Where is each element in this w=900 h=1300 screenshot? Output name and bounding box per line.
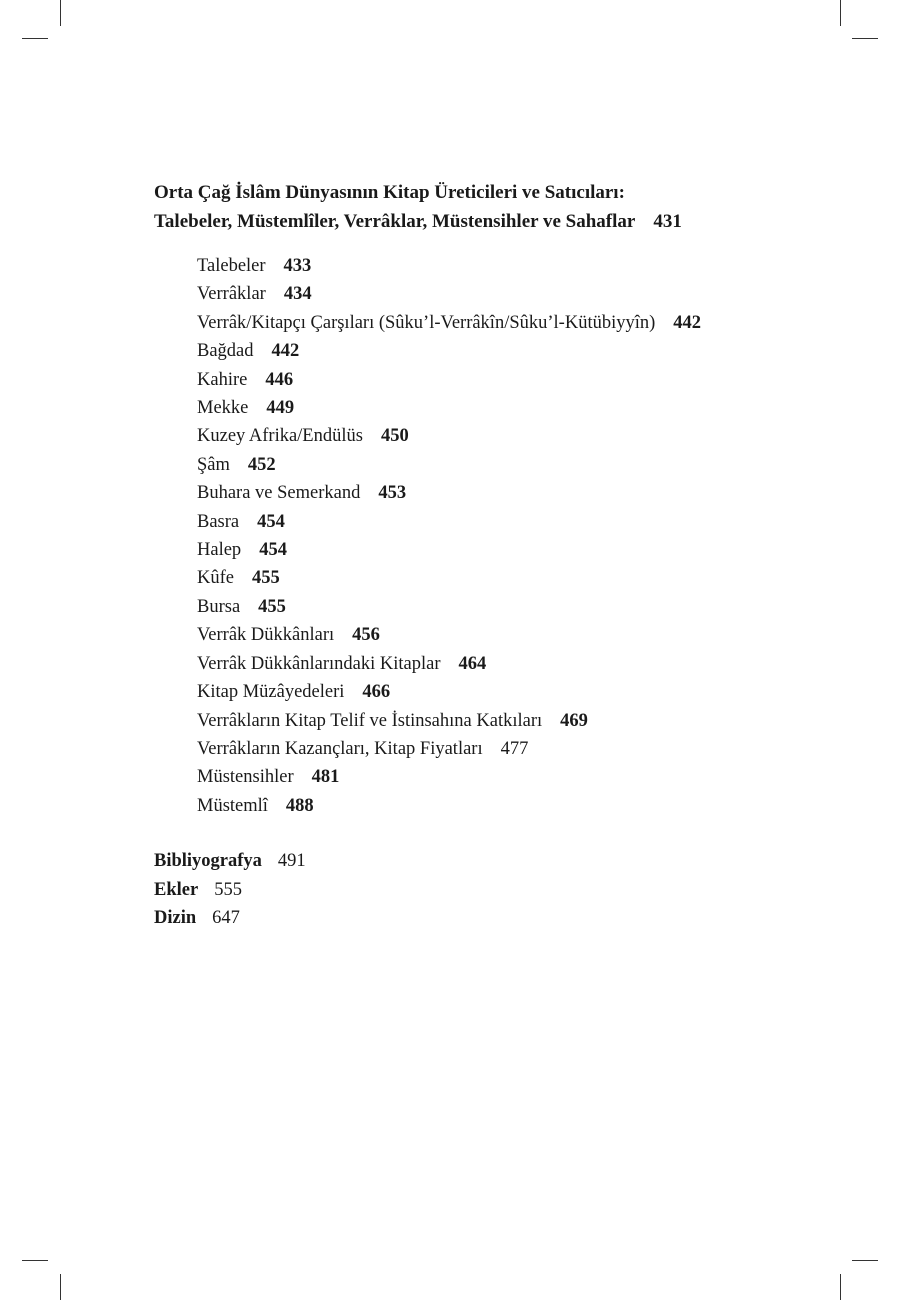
table-of-contents <box>154 179 854 948</box>
entry-page: 454 <box>259 540 287 561</box>
entry-page: 433 <box>283 256 312 276</box>
toc-entry[interactable] <box>197 763 854 791</box>
entry-label: Basra <box>197 511 240 532</box>
toc-entry[interactable] <box>197 309 854 337</box>
chapter-title-line1: Orta Çağ İslâm Dünyasının Kitap Üreticileri ve Satıcıları: <box>154 182 625 203</box>
entry-page: 466 <box>362 682 391 703</box>
entry-label: Ekler <box>154 879 199 900</box>
toc-entry[interactable] <box>197 508 854 536</box>
entry-label: Verrâk Dükkânları <box>197 625 335 646</box>
toc-entry[interactable] <box>197 593 854 621</box>
entry-page: 446 <box>265 369 294 390</box>
entry-page: 491 <box>277 851 306 872</box>
toc-entry[interactable] <box>197 536 854 564</box>
entry-label: Bağdad <box>197 341 254 362</box>
entry-page: 481 <box>311 767 340 788</box>
entry-label: Kitap Müzâyedeleri <box>197 682 345 703</box>
toc-entry[interactable] <box>197 479 854 507</box>
entry-label: Buhara ve Semerkand <box>197 483 361 504</box>
entry-page: 449 <box>266 398 295 419</box>
section-list <box>197 252 854 820</box>
entry-label: Kahire <box>197 369 248 390</box>
toc-entry[interactable] <box>197 678 854 706</box>
entry-page: 477 <box>500 738 529 759</box>
entry-page: 442 <box>271 341 300 362</box>
crop-mark <box>852 1260 878 1261</box>
entry-label: Kûfe <box>197 568 234 589</box>
entry-label: Bursa <box>197 596 241 617</box>
entry-page: 450 <box>380 426 409 447</box>
crop-mark <box>22 38 48 39</box>
toc-entry[interactable] <box>197 422 854 450</box>
entry-label: Müstemlî <box>197 795 268 816</box>
entry-label: Şâm <box>197 454 230 475</box>
entry-page: 456 <box>352 625 380 646</box>
entry-page: 555 <box>214 879 242 900</box>
entry-page: 469 <box>560 710 588 731</box>
crop-mark <box>60 0 61 26</box>
toc-entry[interactable] <box>197 650 854 678</box>
toc-entry[interactable] <box>197 337 854 365</box>
crop-mark <box>22 1260 48 1261</box>
entry-page: 455 <box>258 596 286 617</box>
toc-entry-bibliography[interactable] <box>154 847 854 875</box>
crop-mark <box>840 1274 841 1300</box>
entry-label: Verrâkların Kazançları, Kitap Fiyatları <box>197 738 483 759</box>
toc-entry[interactable] <box>197 621 854 649</box>
toc-entry[interactable] <box>197 280 854 308</box>
toc-entry[interactable] <box>197 394 854 422</box>
entry-label: Halep <box>197 540 242 561</box>
entry-label: Verrâkların Kitap Telif ve İstinsahına Katkıları <box>197 710 543 731</box>
chapter-page-number: 431 <box>653 210 682 232</box>
toc-entry[interactable] <box>197 792 854 820</box>
entry-label: Bibliyografya <box>154 851 262 872</box>
entry-label: Verrâk/Kitapçı Çarşıları (Sûku’l-Verrâkîn/Sûku’l-Kütübiyyîn) <box>197 312 656 333</box>
toc-entry[interactable] <box>197 366 854 394</box>
entry-page: 442 <box>673 312 702 333</box>
entry-label: Verrâklar <box>197 284 266 305</box>
entry-page: 452 <box>247 454 276 475</box>
entry-label: Kuzey Afrika/Endülüs <box>197 426 363 447</box>
toc-entry-index[interactable] <box>154 904 854 932</box>
entry-page: 488 <box>285 795 314 816</box>
entry-page: 434 <box>283 284 312 305</box>
crop-mark <box>60 1274 61 1300</box>
crop-mark <box>852 38 878 39</box>
entry-label: Mekke <box>197 398 249 419</box>
back-matter-list <box>154 847 854 932</box>
toc-entry-appendices[interactable] <box>154 876 854 904</box>
entry-label: Müstensihler <box>197 767 294 788</box>
entry-label: Verrâk Dükkânlarındaki Kitaplar <box>197 653 441 674</box>
toc-entry[interactable] <box>197 707 854 735</box>
chapter-heading <box>154 179 854 236</box>
entry-page: 464 <box>458 653 487 674</box>
toc-entry[interactable] <box>197 451 854 479</box>
crop-mark <box>840 0 841 26</box>
toc-entry[interactable] <box>197 564 854 592</box>
toc-entry[interactable] <box>197 252 854 280</box>
entry-page: 454 <box>257 511 285 532</box>
entry-page: 453 <box>378 483 407 504</box>
chapter-title-line2: Talebeler, Müstemlîler, Verrâklar, Müstensihler ve Sahaflar <box>154 210 636 232</box>
entry-label: Talebeler <box>197 256 266 276</box>
entry-page: 455 <box>251 568 280 589</box>
entry-label: Dizin <box>154 907 197 928</box>
entry-page: 647 <box>212 907 240 928</box>
toc-entry[interactable] <box>197 735 854 763</box>
